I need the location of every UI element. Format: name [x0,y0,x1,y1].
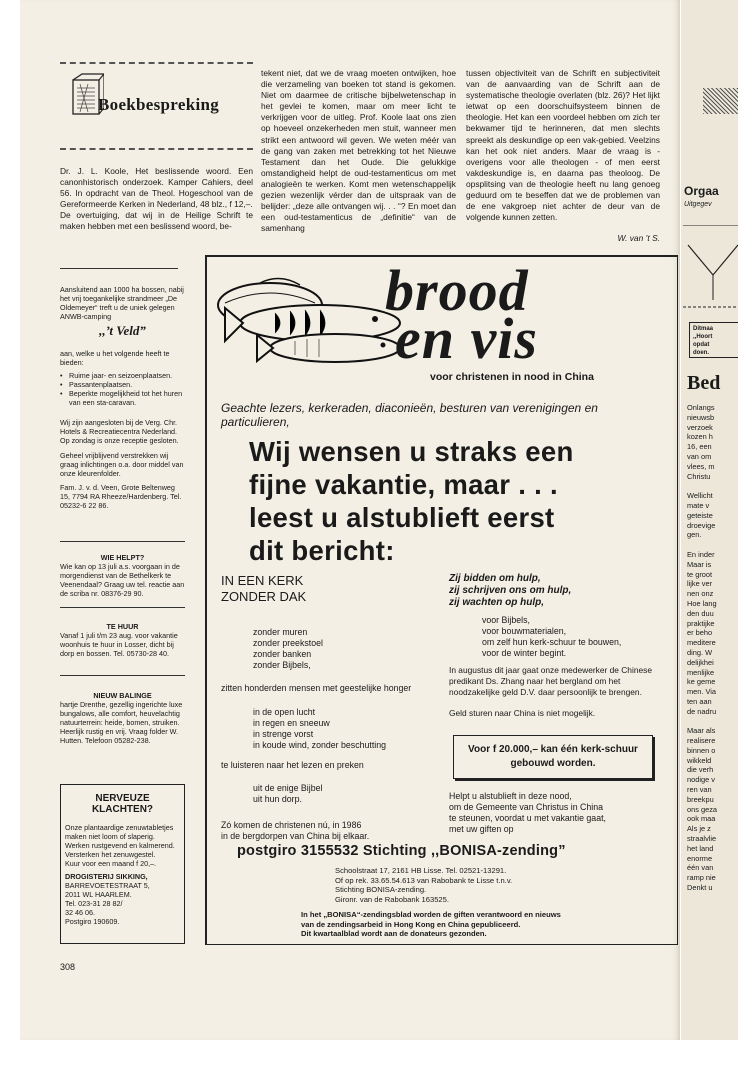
ad-postgiro: postgiro 3155532 Stichting ,,BONISA-zending” [237,843,566,859]
list-item: in regen en sneeuw [253,718,330,728]
next-page-title: Orgaa [684,184,719,198]
magazine-page [20,0,680,1040]
review-column-2: tekent niet, dat we de vraag moeten ontwijken, hoe die verzameling van boeken tot stand is gekomen. Niet om daarmee de critische bijbelwetenschap in het gevlei te komen, maar om meer licht te verkrijgen voor de uitleg. Prof. Koole laat ons zien op hoeveel onzekerheden men stuit, wanneer men strikt een antwoord wil geven. We weten méér van de gang van zaken met betrekking tot het Nieuwe Testament dan het Oude. Die gelukkige omstandigheid helpt de oud-testamenticus om met analogieën te werken. Komt men wetenschappelijk gezien wezenlijk vérder dan de uitspraak van de belijder: „deze alle ontvangen wij. . . “? En moet dan een oud-testamenticus de „definitie“ van de samenhang [261,68,456,234]
ad-left-list-3 [253,783,322,805]
footer-line: Dit kwartaalblad wordt aan de donateurs gezonden. [301,929,487,938]
next-page-text-line: En inder [687,549,715,559]
next-page-text-line: die verh [687,765,714,775]
list-item: in strenge vorst [253,729,314,739]
right-heading-line: Zij bidden om hulp, [449,573,541,584]
appeal-line: te steunen, voordat u met vakantie gaat, [449,813,606,823]
next-page-text-line: van om [687,451,712,461]
next-page-text-line: 16, een [687,442,712,452]
next-page-text-line: Christu [687,471,711,481]
next-page-text-line: droevige [687,520,716,530]
nerveuze-line: Kuur voor een maand f 20,–. [65,859,157,868]
camping-offer: aan, welke u het volgende heeft te bieden: [60,349,170,367]
footer-line: In het „BONISA“-zendingsblad worden de giften verantwoord en nieuws [301,910,561,919]
ad-logo-brood: brood [385,258,529,323]
ad-left-list-2 [253,707,386,751]
brood-en-vis-advertisement [205,255,678,945]
ad-footer [301,910,561,939]
te-huur-text: Vanaf 1 juli t/m 23 aug. voor vakantie woonhuis te huur in Losser, dicht bij dorp en bossen. Tel. 05730-28 40. [60,631,178,658]
review-opening: De overtuiging, dat wij in de Heilige Schrift te maken hebben met een beslissend woord, be- [60,210,253,232]
left-heading-line: ZONDER DAK [221,589,307,604]
next-page-text-line: Maar als [687,726,716,736]
camping-intro: Aansluitend aan 1000 ha bossen, nabij het vrij toegankelijke strandmeer „De Oldemeyer“ treft u de uniek gelegen ANWB-camping [60,285,184,321]
next-page-text-line: enorme [687,853,713,863]
review-citation: Dr. J. L. Koole, Het beslissende woord. Een canonhistorisch onderzoek. Kamper Cahiers, deel 56. In opdracht van de Theol. Hogeschool van de Gereformeerde Kerken in Nederland, 48 blz., f 12,–. [60,166,253,210]
list-item: zonder Bijbels, [253,660,311,670]
ad-left-list-1 [253,627,323,671]
closing-line: Zó komen de christenen nú, in 1986 [221,820,362,830]
next-page-text-line: Maar is [687,559,712,569]
nerveuze-address-line: BARREVOETESTRAAT 5, [65,881,150,890]
halftone-image [703,88,738,114]
next-page-text-line: verzoek [687,422,713,432]
appeal-line: om de Gemeente van Christus in China [449,802,604,812]
next-page-text-line: ren van [687,785,712,795]
list-item: voor Bijbels, [482,615,530,625]
list-item: uit de enige Bijbel [253,783,323,793]
next-page-text-line: nodige v [687,775,715,785]
next-page-text-line: straalvlie [687,834,717,844]
headline-line: Wij wensen u straks een [249,436,574,467]
nerveuze-address-line: Postgiro 190609. [65,917,120,926]
next-page-text-line: men. Via [687,687,717,697]
sidebar-rule [60,675,185,676]
next-page-text-line: nieuwsb [687,412,715,422]
camping-address: Fam. J. v. d. Veen, Grote Beltenweg 15, 7794 RA Rheeze/Hardenberg. Tel. 05232-6 22 86. [60,483,182,510]
next-page-text-line [687,540,738,550]
list-item: in de open lucht [253,707,316,717]
list-item: zonder muren [253,627,308,637]
header-rule-bottom [60,148,253,150]
next-page-text [687,403,738,893]
wie-helpt-text: Wie kan op 13 juli a.s. voorgaan in de morgendienst van de Bethelkerk te Veenendaal? Graag uw tel. reactie aan de scriba nr. 08376-29 90. [60,562,185,598]
address-line: Schoolstraat 17, 2161 HB Lisse. Tel. 02521-13291. [335,866,507,875]
nerveuze-klachten-box [60,784,185,944]
address-line: Stichting BONISA-zending. [335,885,427,894]
nieuw-balinge-text: hartje Drenthe, gezellig ingerichte luxe bungalows, alle comfort, heuvelachtig natuurterrein: heide, bomen, struiken. Heerlijk rustig en vrij. Vraag folder W. Hutten. Telefoon 05282-238. [60,700,183,745]
ad-right-list [482,615,621,659]
next-page-text-line: Denkt u [687,883,713,893]
camping-membership: Wij zijn aangesloten bij de Verg. Chr. Hotels & Recreatiecentra Nederland. Op zondag is onze receptie gesloten. [60,418,179,445]
appeal-line: Helpt u alstublieft in deze nood, [449,791,572,801]
sidebar-rule [60,268,178,269]
ad-address [335,866,512,904]
address-line: Gironr. van de Rabobank 163525. [335,894,449,904]
box-line: opdat [693,342,710,348]
ad-right-paragraph-2: Geld sturen naar China is niet mogelijk. [449,708,596,718]
left-heading-line: IN EEN KERK [221,573,304,588]
te-huur-title: TE HUUR [106,622,139,631]
next-page-fragment [681,0,738,1040]
next-page-text-line: één van [687,863,714,873]
next-page-text-line: de nadru [687,706,717,716]
sidebar-rule [60,607,185,608]
ad-left-line-1: zitten honderden mensen met geestelijke honger [221,683,412,693]
next-page-text-line [687,481,738,491]
address-line: Of op rek. 33.65.54.613 van Rabobank te Lisse t.n.v. [335,875,513,885]
header-rule-top [60,62,253,64]
cost-box-line: gebouwd worden. [510,758,596,769]
list-item: uit hun dorp. [253,794,302,804]
next-page-text-line: nen onz [687,589,714,599]
review-signature: W. van ’t S. [617,233,660,243]
sidebar-rule [60,541,185,542]
next-page-text-line: Als je z [687,824,711,834]
next-page-text-line: het land [687,843,714,853]
headline-line: leest u alstublieft eerst [249,502,555,533]
list-item: voor de winter begint. [482,648,567,658]
bullet-item: Ruime jaar- en seizoenplaatsen. [69,371,173,380]
ad-headline [249,435,574,567]
right-heading-line: zij schrijven ons om hulp, [449,585,572,596]
list-item: in koude wind, zonder beschutting [253,740,387,750]
ad-right-paragraph-3 [449,791,606,835]
box-line: Ditmaa [693,326,714,332]
ad-tagline: voor christenen in nood in China [430,371,594,383]
next-page-text-line: mate v [687,500,710,510]
nieuw-balinge-title: NIEUW BALINGE [93,691,152,700]
next-page-text-line: realisere [687,736,716,746]
next-page-text-line: ons geza [687,804,717,814]
ad-salutation: Geachte lezers, kerkeraden, diaconieën, besturen van verenigingen en particulieren, [221,401,598,429]
next-page-text-line: ook maa [687,814,716,824]
nerveuze-line: Onze plantaardige zenuwtabletjes maken niet loom of slaperig. [65,823,174,841]
next-page-text-line [687,717,738,727]
list-item: om zelf hun kerk-schuur te bouwen, [482,637,622,647]
next-page-text-line: ten aan [687,696,712,706]
ad-left-closing [221,820,369,842]
next-page-text-line: ke geme [687,677,716,687]
next-page-text-line: den duu [687,608,714,618]
closing-line: in de bergdorpen van China bij elkaar. [221,831,370,841]
camping-bullets: • Ruime jaar- en seizoenplaatsen. • Passantenplaatsen. • Beperkte mogelijkheid tot het huren van een sta-caravan. [60,371,183,407]
headline-line: dit bericht: [249,535,395,566]
appeal-line: met uw giften op [449,824,514,834]
next-page-text-line: menlijke [687,667,715,677]
next-page-illustration-icon [683,225,738,310]
nerveuze-line: Versterken het zenuwgestel. [65,850,156,859]
box-line: doen. [693,350,709,356]
section-header: Boekbespreking [98,95,220,114]
ad-logo-en-vis: en vis [395,306,538,371]
page-number: 308 [60,962,76,972]
camping-name: ,,’t Veld” [99,323,146,338]
ad-right-heading [449,573,571,609]
next-page-box [689,322,738,358]
right-heading-line: zij wachten op hulp, [449,597,544,608]
next-page-text-line: praktijke [687,618,715,628]
nerveuze-address-line: Tel. 023-31 28 82/ [65,899,123,908]
list-item: zonder preekstoel [253,638,323,648]
wie-helpt-title: WIE HELPT? [100,553,145,562]
ad-left-line-2: te luisteren naar het lezen en preken [221,760,364,770]
next-page-text-line: binnen o [687,745,716,755]
nerveuze-address-line: 32 46 06. [65,908,95,917]
bullet-item: Passantenplaatsen. [69,380,133,389]
next-page-text-line: wikkeld [687,755,712,765]
next-page-text-line: Onlangs [687,403,715,412]
next-page-text-line: lijke ver [687,579,713,589]
next-page-text-line: vlees, m [687,461,715,471]
next-page-text-line: kozen h [687,432,713,442]
box-line: ,,Hoort [693,334,713,340]
next-page-subtitle: Uitgegev [684,201,712,208]
list-item: zonder banken [253,649,312,659]
ad-right-paragraph-1: In augustus dit jaar gaat onze medewerker de Chinese predikant Ds. Zhang naar het bergland om het noodzakelijke geld D.V. daar persoonlijk te brengen. [449,665,652,697]
list-item: voor bouwmaterialen, [482,626,567,636]
next-page-text-line: meditere [687,638,716,648]
nerveuze-title: NERVEUZE KLACHTEN? [91,793,154,815]
camping-info: Geheel vrijblijvend verstrekken wij graag inlichtingen o.a. door middel van onze kleurenfolder. [60,451,184,478]
next-page-text-line: ramp nie [687,873,716,883]
nerveuze-line: Werken rustgevend en kalmerend. [65,841,175,850]
next-page-text-line: te groot [687,569,713,579]
ad-cost-box [453,735,653,779]
review-column-1 [60,166,253,233]
ad-left-heading [221,573,306,605]
next-page-text-line: breekpu [687,794,714,804]
next-page-text-line: geteiste [687,510,713,520]
cost-box-line: Voor f 20.000,– kan één kerk-schuur [468,744,638,755]
next-page-text-line: Hoe lang [687,598,717,608]
nerveuze-address-line: DROGISTERIJ SIKKING, [65,872,148,881]
next-page-text-line: er beho [687,628,713,638]
bullet-item: Beperkte mogelijkheid tot het huren van een sta-caravan. [69,389,183,407]
review-column-3: tussen objectiviteit van de Schrift en subjectiviteit van de aanvaarding van de Schrift aan de systematische theologie overlaten (blz. 26)? Het lijkt ietwat op een doorschuifsysteem binnen de theologie. Het kan een voordeel hebben om zich ter bekwamer tijd te herinneren, dat men slechts spreekt als deskundige op een vak-gebied. Veelzins kan het ook niet anders. Maar de vraag is - overigens voor alle theologen - of men eerst vakdeskundige is, en daarna pas theoloog. De opsplitsing van de theologie heeft nu lang genoeg geduurd om te beseffen dat we de problemen van de ene vakgroep niet achter de deur van de volgende kunnen zetten. [466,68,660,223]
footer-line: van de zendingsarbeid in Hong Kong en China gepubliceerd. [301,919,521,929]
next-page-text-line: ding. W [687,647,713,657]
next-page-text-line: Wellicht [687,491,713,501]
headline-line: fijne vakantie, maar . . . [249,469,558,500]
nerveuze-address-line: 2011 WL HAARLEM. [65,890,132,899]
next-page-section-title: Bed [687,372,721,394]
next-page-text-line: delijkhei [687,657,714,667]
next-page-text-line: gen. [687,530,702,540]
